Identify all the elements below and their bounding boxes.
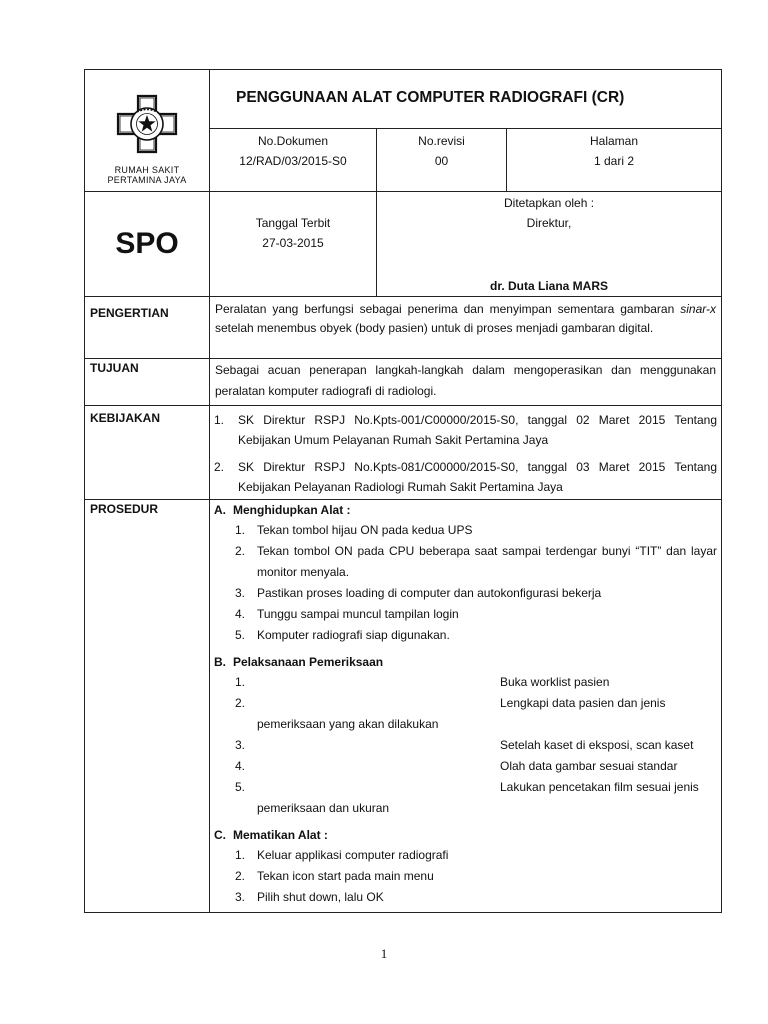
step-item: 1. Tekan tombol hijau ON pada kedua UPS	[235, 523, 473, 537]
halaman-cell	[507, 129, 722, 192]
no-revisi-value: 00	[434, 154, 449, 168]
step-item: 2. Lengkapi data pasien dan jenis	[235, 696, 666, 710]
director-name: dr. Duta Liana MARS	[490, 279, 609, 293]
step-continuation: pemeriksaan dan ukuran	[257, 801, 390, 815]
pengertian-text: Peralatan yang berfungsi sebagai penerima dan menyimpan sementara gambaran sinar-x setelah menembus obyek (body pasien) untuk di proses menjadi gambaran digital.	[215, 302, 717, 335]
tujuan-label: TUJUAN	[90, 361, 139, 375]
kebijakan-list	[210, 410, 717, 497]
org-name-line2: PERTAMINA JAYA	[107, 175, 187, 185]
spo-cell	[85, 192, 210, 297]
step-item: 5. Komputer radiografi siap digunakan.	[235, 628, 450, 642]
section-b-steps	[210, 672, 721, 819]
no-dokumen-cell	[210, 129, 377, 192]
section-c-steps	[210, 845, 721, 908]
step-item: 4. Olah data gambar sesuai standar	[235, 759, 678, 773]
step-item: 1. Buka worklist pasien	[235, 675, 610, 689]
kebijakan-label: KEBIJAKAN	[90, 411, 161, 425]
org-name-line1: RUMAH SAKIT	[114, 165, 180, 175]
title-cell	[210, 70, 722, 129]
document-title: PENGGUNAAN ALAT COMPUTER RADIOGRAFI (CR)	[236, 89, 625, 106]
ditetapkan-label: Ditetapkan oleh :	[503, 196, 595, 210]
section-a-steps	[210, 520, 721, 646]
tujuan-label-cell	[85, 359, 210, 406]
logo-cell	[85, 70, 210, 192]
no-dokumen-label: No.Dokumen	[257, 134, 329, 148]
step-item: 3. Setelah kaset di eksposi, scan kaset	[235, 738, 694, 752]
prosedur-content-cell	[210, 500, 722, 913]
pengertian-text-cell	[210, 297, 722, 359]
tanggal-terbit-value: 27-03-2015	[262, 236, 324, 250]
step-item: 2. Tekan icon start pada main menu	[235, 869, 434, 883]
pengertian-label-cell	[85, 297, 210, 359]
kebijakan-list-cell	[210, 406, 722, 500]
page-number: 1	[380, 946, 388, 961]
step-continuation: pemeriksaan yang akan dilakukan	[257, 717, 439, 731]
tujuan-text-cell	[210, 359, 722, 406]
step-item: 1. Keluar applikasi computer radiografi	[235, 848, 449, 862]
no-revisi-label: No.revisi	[418, 134, 465, 148]
step-item: 4. Tunggu sampai muncul tampilan login	[235, 607, 459, 621]
jabatan-label: Direktur,	[526, 216, 572, 230]
step-item: 3. Pilih shut down, lalu OK	[235, 890, 384, 904]
section-b-title: B. Pelaksanaan Pemeriksaan	[214, 655, 384, 669]
spo-document-table	[84, 69, 722, 913]
kebijakan-item: 1. SK Direktur RSPJ No.Kpts-001/C00000/2015-S0, tanggal 02 Maret 2015 Tentang Kebijakan Umum Pelayanan Rumah Sakit Pertamina Jaya	[214, 413, 718, 447]
step-item: 5. Lakukan pencetakan film sesuai jenis	[235, 780, 699, 794]
spo-label: SPO	[115, 227, 179, 260]
step-item: 2. Tekan tombol ON pada CPU beberapa saat sampai terdengar bunyi “TIT” dan layar monitor menyala.	[235, 544, 718, 579]
kebijakan-label-cell	[85, 406, 210, 500]
tanggal-terbit-label: Tanggal Terbit	[255, 216, 331, 230]
no-dokumen-value: 12/RAD/03/2015-S0	[239, 154, 347, 168]
halaman-label: Halaman	[590, 134, 639, 148]
sinar-x-term: sinar-x	[680, 302, 717, 316]
no-revisi-cell	[377, 129, 507, 192]
pengertian-label: PENGERTIAN	[90, 306, 169, 320]
halaman-value: 1 dari 2	[594, 154, 635, 168]
section-c-title: C. Mematikan Alat :	[214, 828, 328, 842]
hospital-logo-icon	[116, 94, 178, 154]
section-a-title: A. Menghidupkan Alat :	[214, 503, 351, 517]
tujuan-text: Sebagai acuan penerapan langkah-langkah dalam mengoperasikan dan menggunakan peralatan komputer radiografi di radiologi.	[215, 363, 717, 398]
prosedur-label: PROSEDUR	[90, 502, 159, 516]
kebijakan-item: 2. SK Direktur RSPJ No.Kpts-081/C00000/2015-S0, tanggal 03 Maret 2015 Tentang Kebijakan Pelayanan Radiologi Rumah Sakit Pertamina Jaya	[214, 460, 718, 494]
prosedur-label-cell	[85, 500, 210, 913]
ditetapkan-cell	[377, 192, 722, 297]
tanggal-terbit-cell	[210, 192, 377, 297]
step-item: 3. Pastikan proses loading di computer dan autokonfigurasi bekerja	[235, 586, 602, 600]
